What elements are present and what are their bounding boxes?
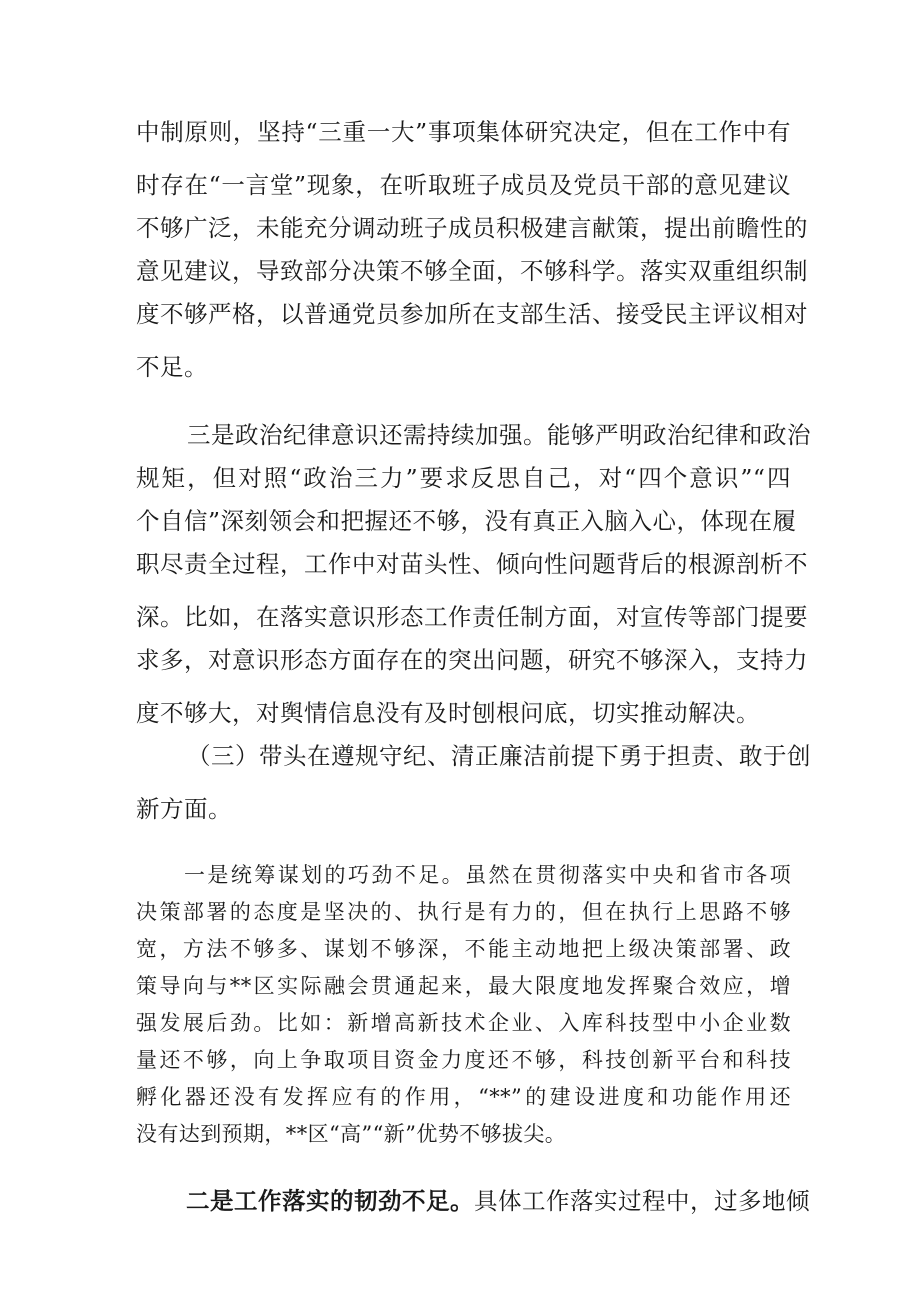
text-line: 求多，对意识形态方面存在的突出问题，研究不够深入，支持力 — [136, 646, 808, 674]
text-line: 一是统筹谋划的巧劲不足。虽然在贯彻落实中央和省市各项 — [184, 863, 791, 887]
text-line: 度不够严格，以普通党员参加所在支部生活、接受民主评议相对 — [136, 300, 808, 328]
text-line: 度不够大，对舆情信息没有及时刨根问底，切实推动解决。 — [136, 699, 760, 727]
text-line: 具体工作落实过程中，过多地倾 — [474, 1187, 810, 1215]
text-line: 不够广泛，未能充分调动班子成员积极建言献策，提出前瞻性的 — [136, 214, 808, 242]
text-line: 策导向与**区实际融会贯通起来，最大限度地发挥聚合效应，增 — [136, 974, 791, 998]
text-line: （三）带头在遵规守纪、清正廉洁前提下勇于担责、敢于创 — [187, 742, 811, 770]
text-line: 中制原则，坚持“三重一大”事项集体研究决定，但在工作中有 — [136, 118, 791, 146]
text-line: 个自信”深刻领会和把握还不够，没有真正入脑入心，体现在履 — [136, 507, 797, 535]
text-line: 职尽责全过程，工作中对苗头性、倾向性问题背后的根源剖析不 — [136, 550, 808, 578]
text-line: 宽，方法不够多、谋划不够深，不能主动地把上级决策部署、政 — [136, 937, 791, 961]
text-line: 意见建议，导致部分决策不够全面，不够科学。落实双重组织制 — [136, 257, 808, 285]
text-line: 新方面。 — [136, 795, 232, 823]
text-line: 规矩，但对照“政治三力”要求反思自己，对“四个意识”“四 — [136, 464, 791, 492]
text-line: 孵化器还没有发挥应有的作用，“**”的建设进度和功能作用还 — [136, 1085, 791, 1109]
text-line: 没有达到预期，**区“高”“新”优势不够拔尖。 — [136, 1122, 567, 1146]
text-line: 决策部署的态度是坚决的、执行是有力的，但在执行上思路不够 — [136, 900, 791, 924]
bold-lead-text: 二是工作落实的韧劲不足。 — [186, 1187, 474, 1215]
text-line: 三是政治纪律意识还需持续加强。能够严明政治纪律和政治 — [187, 421, 811, 449]
paragraph-work-implementation — [186, 1186, 810, 1216]
text-line: 不足。 — [136, 353, 208, 381]
text-line: 强发展后劲。比如：新增高新技术企业、入库科技型中小企业数 — [136, 1011, 791, 1035]
text-line: 深。比如，在落实意识形态工作责任制方面，对宣传等部门提要 — [136, 603, 808, 631]
text-line: 时存在“一言堂”现象，在听取班子成员及党员干部的意见建议 — [136, 171, 791, 199]
text-line: 量还不够，向上争取项目资金力度还不够，科技创新平台和科技 — [136, 1048, 791, 1072]
